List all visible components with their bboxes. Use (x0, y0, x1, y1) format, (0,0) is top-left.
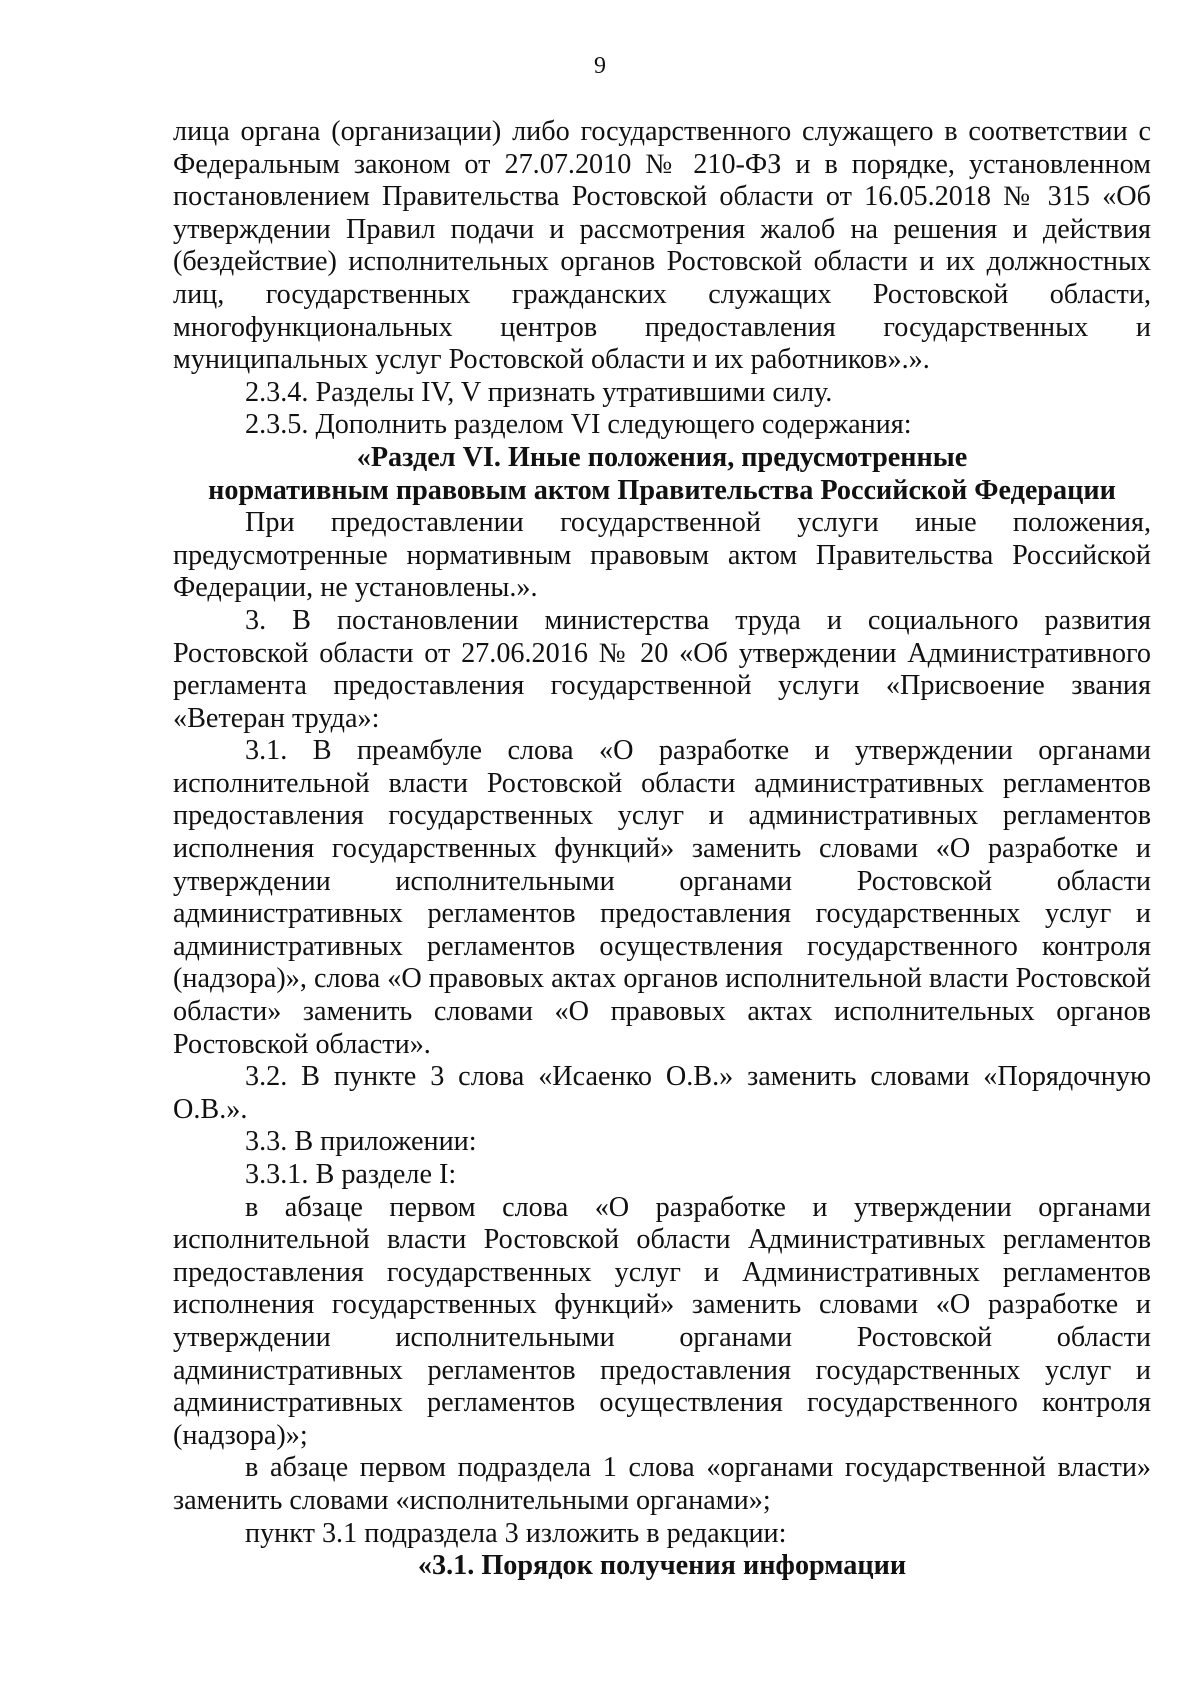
paragraph: 3.3.1. В разделе I: (245, 1159, 457, 1190)
paragraph: При предоставлении государственной услуги иные положения, предусмотренные нормативным правовым актом Правительства Российской Федерации, не установлены.». (173, 507, 1151, 604)
paragraph: пункт 3.1 подраздела 3 изложить в редакции: (245, 1517, 787, 1549)
section-heading: «Раздел VI. Иные положения, предусмотренные (356, 441, 968, 473)
paragraph: 2.3.4. Разделы IV, V признать утратившими силу. (245, 376, 833, 408)
paragraph: 2.3.5. Дополнить разделом VI следующего содержания: (245, 409, 912, 441)
paragraph: в абзаце первом подраздела 1 слова «органами государственной власти» заменить словами «исполнительными органами»; (173, 1452, 1151, 1516)
paragraph: в абзаце первом слова «О разработке и утверждении органами исполнительной власти Ростовской области Административных регламентов предоставления государственных услуг и Административных регламентов исполнения государственных функций» заменить словами «О разработке и утверждении исполнительными органами Ростовской области административных регламентов предоставления государственных услуг и административных регламентов осуществления государственного контроля (надзора)»; (173, 1191, 1151, 1451)
paragraph: лица органа (организации) либо государственного служащего в соответствии с Федеральным законом от 27.07.2010 № 210-ФЗ и в порядке, установленном постановлением Правительства Ростовской области от 16.05.2018 № 315 «Об утверждении Правил подачи и рассмотрения жалоб на решения и действия (бездействие) исполнительных органов Ростовской области и их должностных лиц, государственных гражданских служащих Ростовской области, многофункциональных центров предоставления государственных и муниципальных услуг Ростовской области и их работников».». (173, 116, 1151, 376)
document-body (173, 116, 1151, 1583)
paragraph: 3.3. В приложении: (245, 1126, 477, 1158)
page-number: 9 (594, 53, 606, 79)
paragraph: 3.1. В преамбуле слова «О разработке и утверждении органами исполнительной власти Ростовской области административных регламентов предоставления государственных услуг и административных регламентов исполнения государственных функций» заменить словами «О разработке и утверждении исполнительными органами Ростовской области административных регламентов предоставления государственных услуг и административных регламентов осуществления государственного контроля (надзора)», слова «О правовых актах органов исполнительной власти Ростовской области» заменить словами «О правовых актах исполнительных органов Ростовской области». (173, 735, 1151, 1060)
section-heading: нормативным правовым актом Правительства Российской Федерации (208, 474, 1116, 506)
paragraph: 3.2. В пункте 3 слова «Исаенко О.В.» заменить словами «Порядочную О.В.». (173, 1061, 1151, 1125)
paragraph: 3. В постановлении министерства труда и социального развития Ростовской области от 27.06.2016 № 20 «Об утверждении Административного регламента предоставления государственной услуги «Присвоение звания «Ветеран труда»: (173, 604, 1151, 734)
section-heading: «3.1. Порядок получения информации (417, 1550, 907, 1582)
